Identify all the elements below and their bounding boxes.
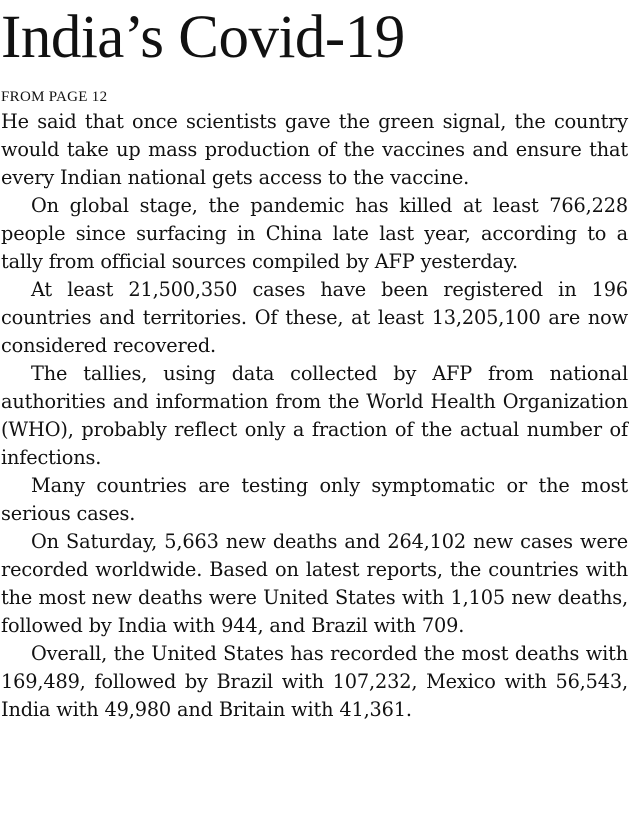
article-paragraph: On global stage, the pandemic has killed at least 766,228 people since surfacing in China late last year, according to a tally from official sources compiled by AFP yesterday. xyxy=(1,194,628,273)
article-paragraph: On Saturday, 5,663 new deaths and 264,102 new cases were recorded worldwide. Based on latest reports, the countries with the most new deaths were United States with 1,105 new deaths, followed by India with 944, and Brazil with 709. xyxy=(1,530,628,637)
article-body xyxy=(1,108,628,724)
article-paragraph: Overall, the United States has recorded the most deaths with 169,489, followed by Brazil with 107,232, Mexico with 56,543, India with 49,980 and Britain with 41,361. xyxy=(1,642,628,721)
continued-from-label: FROM PAGE 12 xyxy=(1,89,108,105)
article-headline: India’s Covid-19 xyxy=(1,4,405,71)
article-paragraph: He said that once scientists gave the green signal, the country would take up mass production of the vaccines and ensure that every Indian national gets access to the vaccine. xyxy=(1,110,628,189)
article-paragraph: At least 21,500,350 cases have been registered in 196 countries and territories. Of these, at least 13,205,100 are now considered recovered. xyxy=(1,278,628,357)
article-paragraph: Many countries are testing only symptomatic or the most serious cases. xyxy=(1,474,628,525)
article-paragraph: The tallies, using data collected by AFP from national authorities and information from the World Health Organization (WHO), probably reflect only a fraction of the actual number of infections. xyxy=(1,362,628,469)
